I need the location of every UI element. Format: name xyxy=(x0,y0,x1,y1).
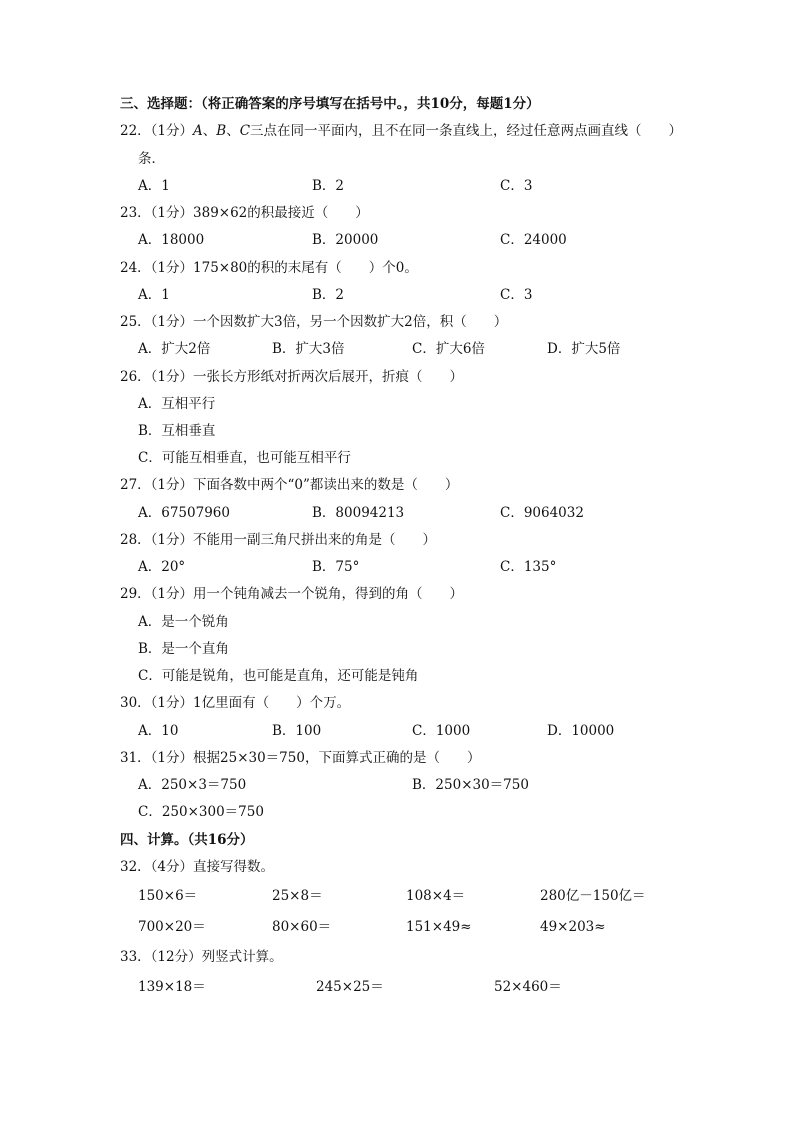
point-a-label: A xyxy=(193,123,203,139)
q30-option-c[interactable]: C．1000 xyxy=(412,723,471,739)
q33-item: 52×460＝ xyxy=(494,979,562,995)
q28-option-a[interactable]: A．20° xyxy=(138,559,186,575)
q32-item: 151×49≈ xyxy=(406,919,472,935)
q26-option-b[interactable]: B．互相垂直 xyxy=(138,423,216,439)
q32-item: 108×4＝ xyxy=(406,888,466,904)
question-22 xyxy=(120,125,682,139)
question-31: 31．（1分）根据25×30＝750，下面算式正确的是（ ） xyxy=(120,750,481,766)
q28-option-c[interactable]: C．135° xyxy=(500,559,557,575)
q31-option-b[interactable]: B．250×30＝750 xyxy=(412,777,529,793)
point-b-label: B xyxy=(216,123,227,139)
question-22-continuation: 条． xyxy=(138,151,165,167)
separator: 、 xyxy=(202,123,217,139)
question-30: 30．（1分）1亿里面有（ ）个万。 xyxy=(120,695,351,711)
question-32: 32．（4分）直接写得数。 xyxy=(120,859,275,875)
q29-option-b[interactable]: B．是一个直角 xyxy=(138,641,229,657)
q32-item: 49×203≈ xyxy=(540,919,606,935)
q25-option-b[interactable]: B．扩大3倍 xyxy=(272,341,345,357)
q24-option-a[interactable]: A．1 xyxy=(138,287,170,303)
q24-option-b[interactable]: B．2 xyxy=(312,287,345,303)
question-28: 28．（1分）不能用一副三角尺拼出来的角是（ ） xyxy=(120,532,437,548)
q30-option-a[interactable]: A．10 xyxy=(138,723,179,739)
section-4-title: 四、计算。（共16分） xyxy=(120,832,254,848)
point-c-label: C xyxy=(239,123,251,139)
q33-item: 139×18＝ xyxy=(138,979,206,995)
q29-option-c[interactable]: C．可能是锐角，也可能是直角，还可能是钝角 xyxy=(138,668,419,684)
q32-item: 80×60＝ xyxy=(272,919,332,935)
question-29: 29．（1分）用一个钝角减去一个锐角，得到的角（ ） xyxy=(120,586,464,602)
q26-option-a[interactable]: A．互相平行 xyxy=(138,396,216,412)
q33-item: 245×25＝ xyxy=(316,979,384,995)
q28-option-b[interactable]: B．75° xyxy=(312,559,360,575)
q32-item: 700×20＝ xyxy=(138,919,206,935)
q27-option-a[interactable]: A．67507960 xyxy=(138,505,230,521)
question-33: 33．（12分）列竖式计算。 xyxy=(120,949,283,965)
question-27: 27．（1分）下面各数中两个“0”都读出来的数是（ ） xyxy=(120,477,459,493)
question-26: 26．（1分）一张长方形纸对折两次后展开，折痕（ ） xyxy=(120,369,464,385)
q26-option-c[interactable]: C．可能互相垂直，也可能互相平行 xyxy=(138,450,351,466)
q31-option-a[interactable]: A．250×3＝750 xyxy=(138,777,247,793)
question-22-text: 三点在同一平面内，且不在同一条直线上，经过任意两点画直线（ ） xyxy=(250,123,683,139)
q32-item: 25×8＝ xyxy=(272,888,323,904)
q29-option-a[interactable]: A．是一个锐角 xyxy=(138,614,229,630)
q27-option-b[interactable]: B．80094213 xyxy=(312,505,405,521)
q30-option-b[interactable]: B．100 xyxy=(272,723,322,739)
q25-option-d[interactable]: D．扩大5倍 xyxy=(547,341,621,357)
question-23: 23．（1分）389×62的积最接近（ ） xyxy=(120,205,369,221)
separator: 、 xyxy=(226,123,240,139)
q22-option-a[interactable]: A．1 xyxy=(138,178,170,194)
q32-item: 150×6＝ xyxy=(138,888,198,904)
q23-option-b[interactable]: B．20000 xyxy=(312,232,379,248)
q23-option-c[interactable]: C．24000 xyxy=(500,232,567,248)
q31-option-c[interactable]: C．250×300＝750 xyxy=(138,804,264,820)
question-22-number: 22．（1分） xyxy=(120,123,194,139)
question-24: 24．（1分）175×80的积的末尾有（ ）个0。 xyxy=(120,260,418,276)
q27-option-c[interactable]: C．9064032 xyxy=(500,505,584,521)
q24-option-c[interactable]: C．3 xyxy=(500,287,533,303)
q23-option-a[interactable]: A．18000 xyxy=(138,232,205,248)
question-25: 25．（1分）一个因数扩大3倍，另一个因数扩大2倍，积（ ） xyxy=(120,314,508,330)
q25-option-c[interactable]: C．扩大6倍 xyxy=(412,341,485,357)
q30-option-d[interactable]: D．10000 xyxy=(547,723,615,739)
q22-option-c[interactable]: C．3 xyxy=(500,178,533,194)
q25-option-a[interactable]: A．扩大2倍 xyxy=(138,341,211,357)
q32-item: 280亿－150亿＝ xyxy=(540,888,646,904)
q22-option-b[interactable]: B．2 xyxy=(312,178,345,194)
section-3-title: 三、选择题：（将正确答案的序号填写在括号中。，共10分，每题1分） xyxy=(120,96,540,112)
